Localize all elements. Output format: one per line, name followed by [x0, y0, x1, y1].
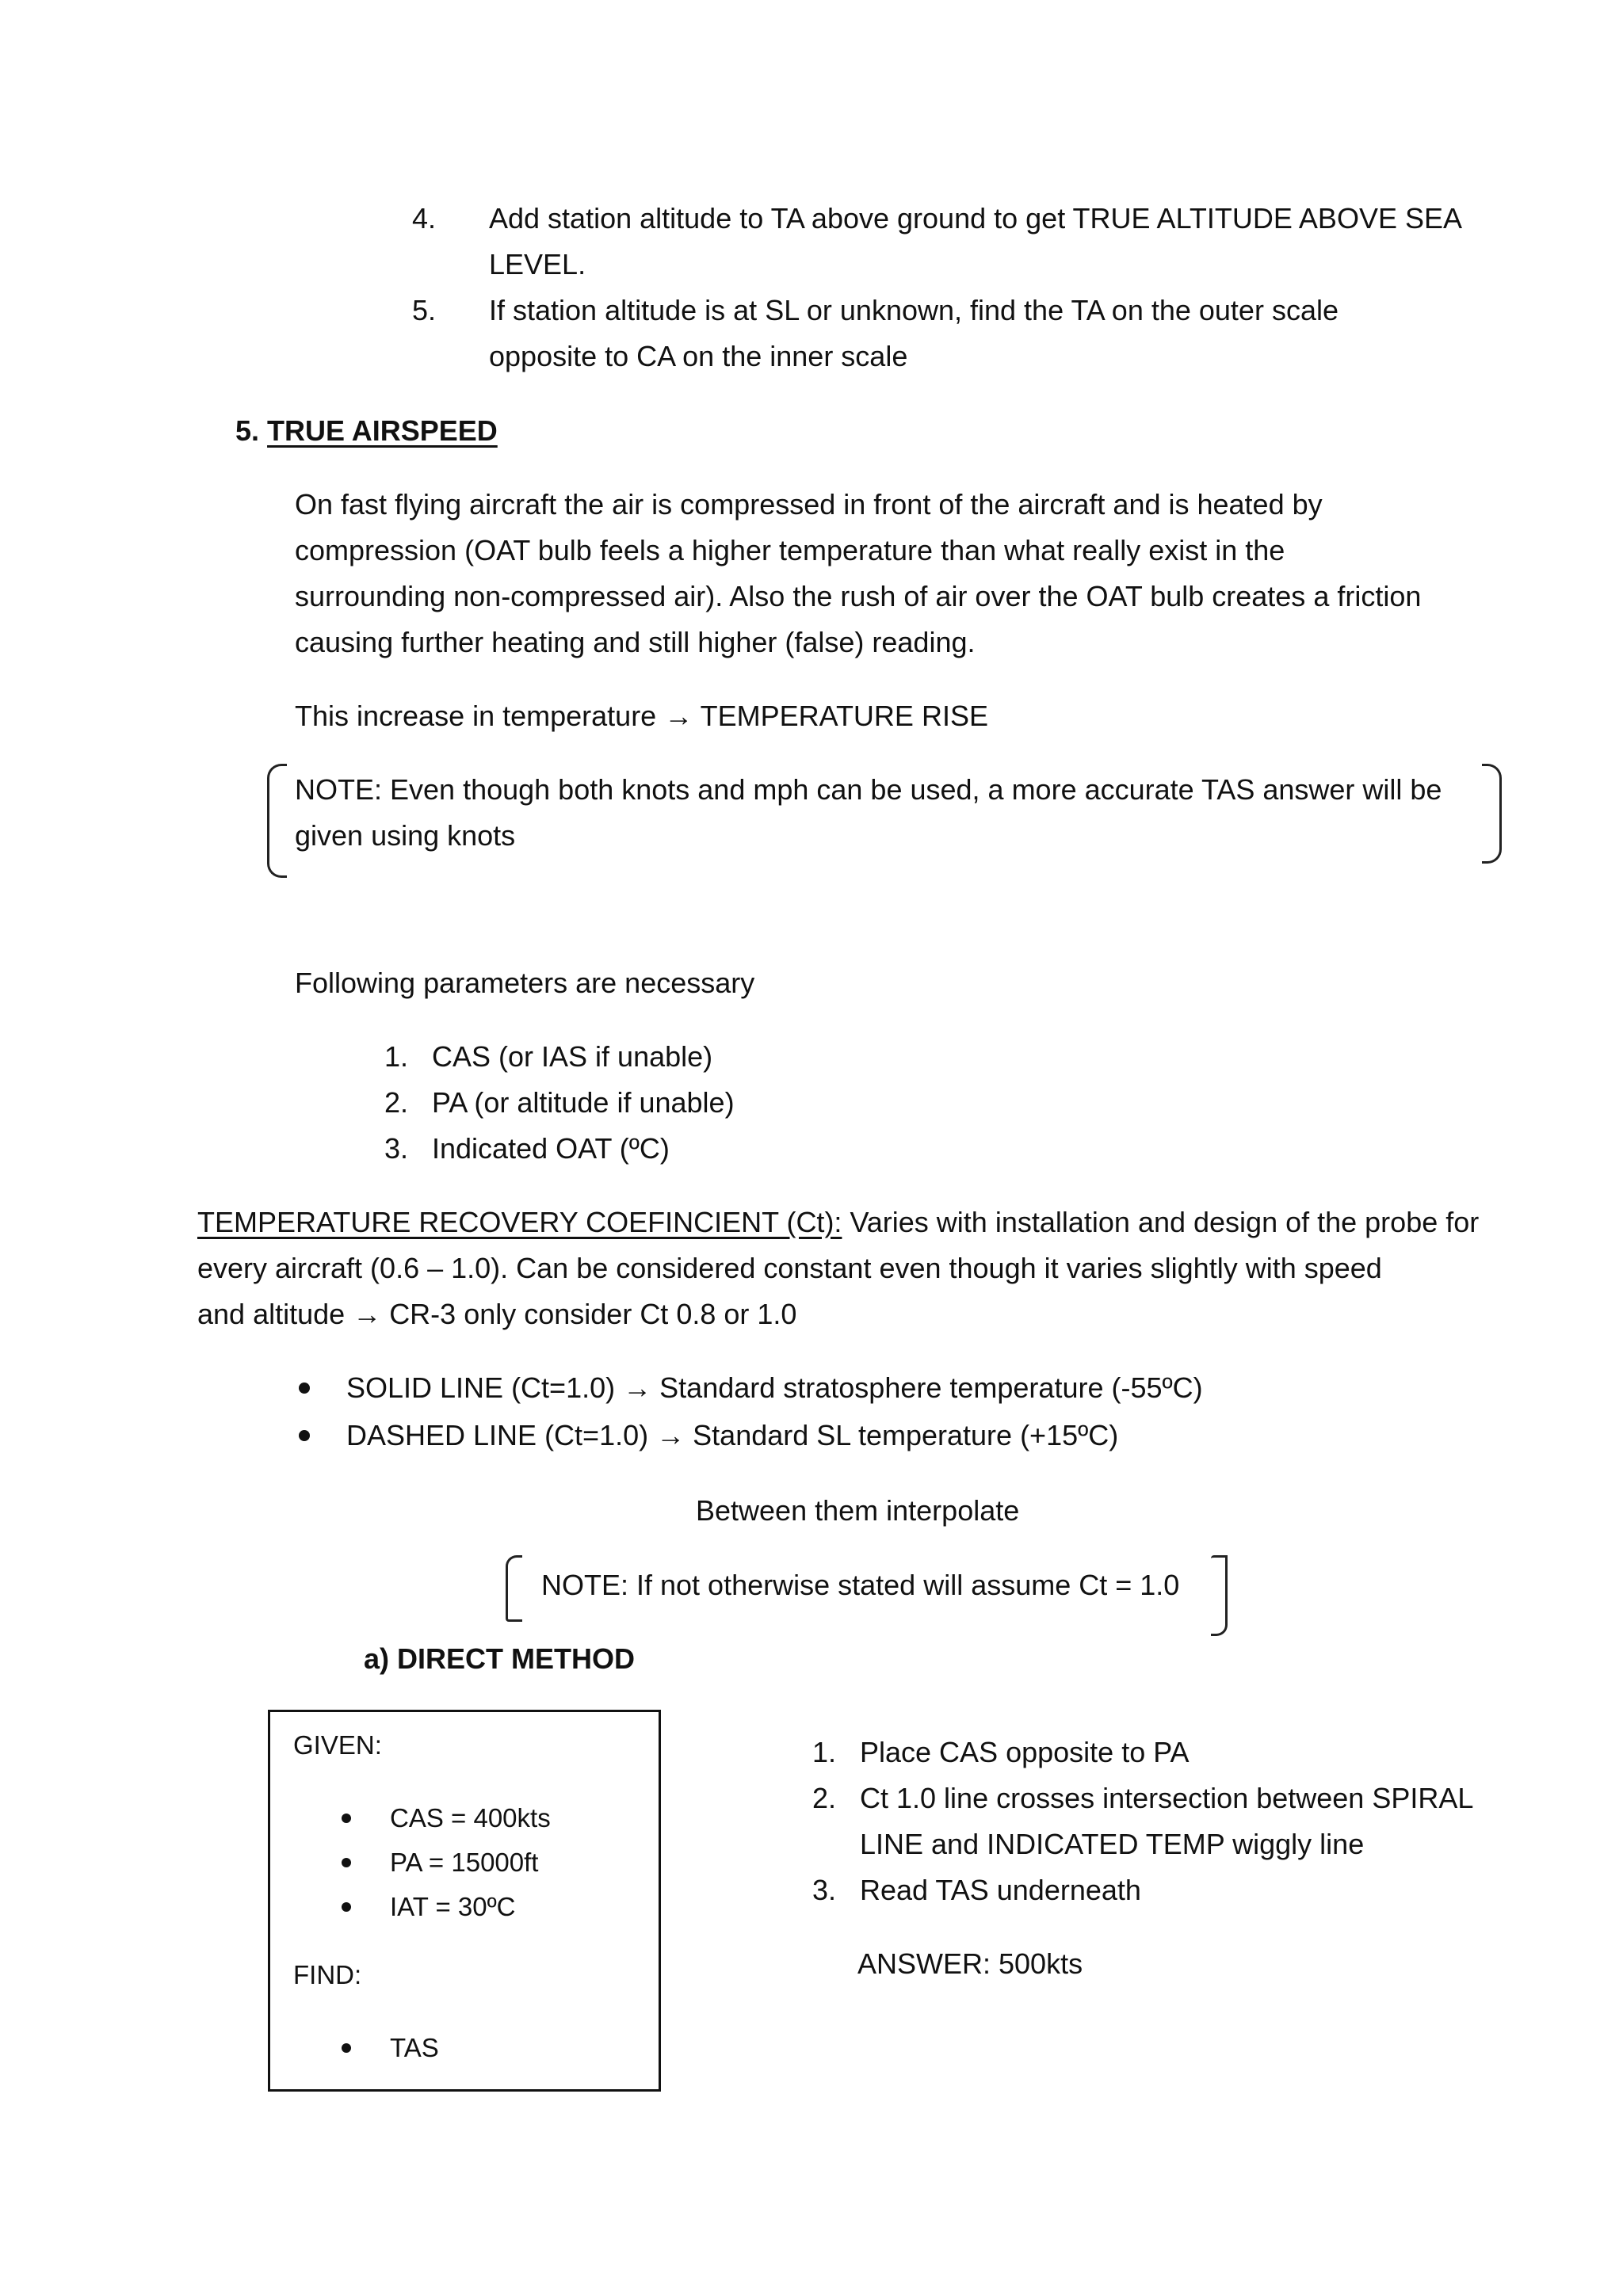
section-number: 5. [235, 414, 260, 447]
procedure-text: Place CAS opposite to PA [860, 1736, 1190, 1768]
arrow-icon: → [656, 1419, 685, 1451]
method-title: DIRECT METHOD [397, 1642, 636, 1675]
procedure-text: Ct 1.0 line crosses intersection between SPIRAL [860, 1782, 1474, 1814]
given-find-box [268, 1710, 661, 2092]
temperature-rise-line [295, 693, 988, 739]
bullet-icon [342, 1814, 351, 1823]
parameter-text: PA (or altitude if unable) [432, 1086, 735, 1119]
paragraph-line [197, 1199, 1479, 1245]
arrow-icon: → [353, 1298, 382, 1330]
coefficient-term: TEMPERATURE RECOVERY COEFINCIENT (Ct): [197, 1206, 842, 1238]
right-bracket [1211, 1555, 1228, 1636]
paragraph-line: compression (OAT bulb feels a higher temperature than what really exist in the [295, 534, 1285, 566]
left-bracket [506, 1555, 522, 1622]
line-result: Standard SL temperature (+15ºC) [693, 1419, 1119, 1451]
left-bracket [267, 764, 287, 878]
paragraph-line: surrounding non-compressed air). Also the rush of air over the OAT bulb creates a friction [295, 580, 1422, 612]
temp-rise-prefix: This increase in temperature [295, 700, 657, 732]
bullet-icon [299, 1383, 310, 1394]
procedure-number: 1. [812, 1736, 836, 1768]
paragraph-line: causing further heating and still higher (false) reading. [295, 626, 976, 658]
note-line: NOTE: If not otherwise stated will assume Ct = 1.0 [541, 1569, 1180, 1601]
line-label: SOLID LINE (Ct=1.0) [346, 1371, 616, 1404]
coefficient-text: CR-3 only consider Ct 0.8 or 1.0 [389, 1298, 797, 1330]
line-result: Standard stratosphere temperature (-55ºC) [659, 1371, 1203, 1404]
coefficient-text: Varies with installation and design of the probe for [842, 1206, 1480, 1238]
bullet-icon [299, 1430, 310, 1441]
step-number: 4. [411, 202, 436, 235]
given-item: IAT = 30ºC [390, 1892, 516, 1921]
parameter-text: Indicated OAT (ºC) [432, 1132, 670, 1165]
procedure-text: LINE and INDICATED TEMP wiggly line [860, 1828, 1365, 1860]
section-title: TRUE AIRSPEED [267, 414, 498, 447]
given-item: PA = 15000ft [390, 1848, 539, 1877]
arrow-icon: → [623, 1371, 652, 1404]
note-line: given using knots [295, 819, 516, 852]
find-label: FIND: [293, 1960, 362, 1989]
coefficient-text: and altitude [197, 1298, 346, 1330]
note-line: NOTE: Even though both knots and mph can be used, a more accurate TAS answer will be [295, 773, 1442, 806]
list-item [346, 1365, 1203, 1411]
parameter-number: 2. [384, 1086, 408, 1119]
given-label: GIVEN: [293, 1730, 382, 1760]
right-bracket [1482, 764, 1502, 864]
step-text: LEVEL. [489, 248, 586, 280]
paragraph-line [197, 1291, 796, 1337]
arrow-icon: → [664, 700, 693, 732]
procedure-number: 3. [812, 1874, 836, 1906]
bullet-icon [342, 2043, 351, 2053]
method-heading [364, 1636, 635, 1682]
paragraph-line: On fast flying aircraft the air is compressed in front of the aircraft and is heated by [295, 488, 1323, 521]
paragraph-line: every aircraft (0.6 – 1.0). Can be considered constant even though it varies slightly with speed [197, 1252, 1382, 1284]
interpolate-text: Between them interpolate [696, 1494, 1020, 1527]
parameter-number: 1. [384, 1040, 408, 1073]
list-item [346, 1413, 1118, 1459]
step-text: If station altitude is at SL or unknown, find the TA on the outer scale [489, 294, 1338, 326]
find-item: TAS [390, 2033, 439, 2062]
step-number: 5. [411, 294, 436, 326]
step-text: Add station altitude to TA above ground to get TRUE ALTITUDE ABOVE SEA [489, 202, 1463, 235]
answer-text: ANSWER: 500kts [857, 1947, 1083, 1980]
bullet-icon [342, 1902, 351, 1912]
parameter-number: 3. [384, 1132, 408, 1165]
section-heading [235, 408, 498, 454]
bullet-icon [342, 1858, 351, 1867]
parameters-heading: Following parameters are necessary [295, 967, 755, 999]
step-text: opposite to CA on the inner scale [489, 340, 908, 372]
parameter-text: CAS (or IAS if unable) [432, 1040, 713, 1073]
line-label: DASHED LINE (Ct=1.0) [346, 1419, 649, 1451]
given-item: CAS = 400kts [390, 1803, 551, 1833]
procedure-text: Read TAS underneath [860, 1874, 1141, 1906]
method-label: a) [364, 1642, 390, 1675]
procedure-number: 2. [812, 1782, 836, 1814]
temp-rise-result: TEMPERATURE RISE [700, 700, 988, 732]
